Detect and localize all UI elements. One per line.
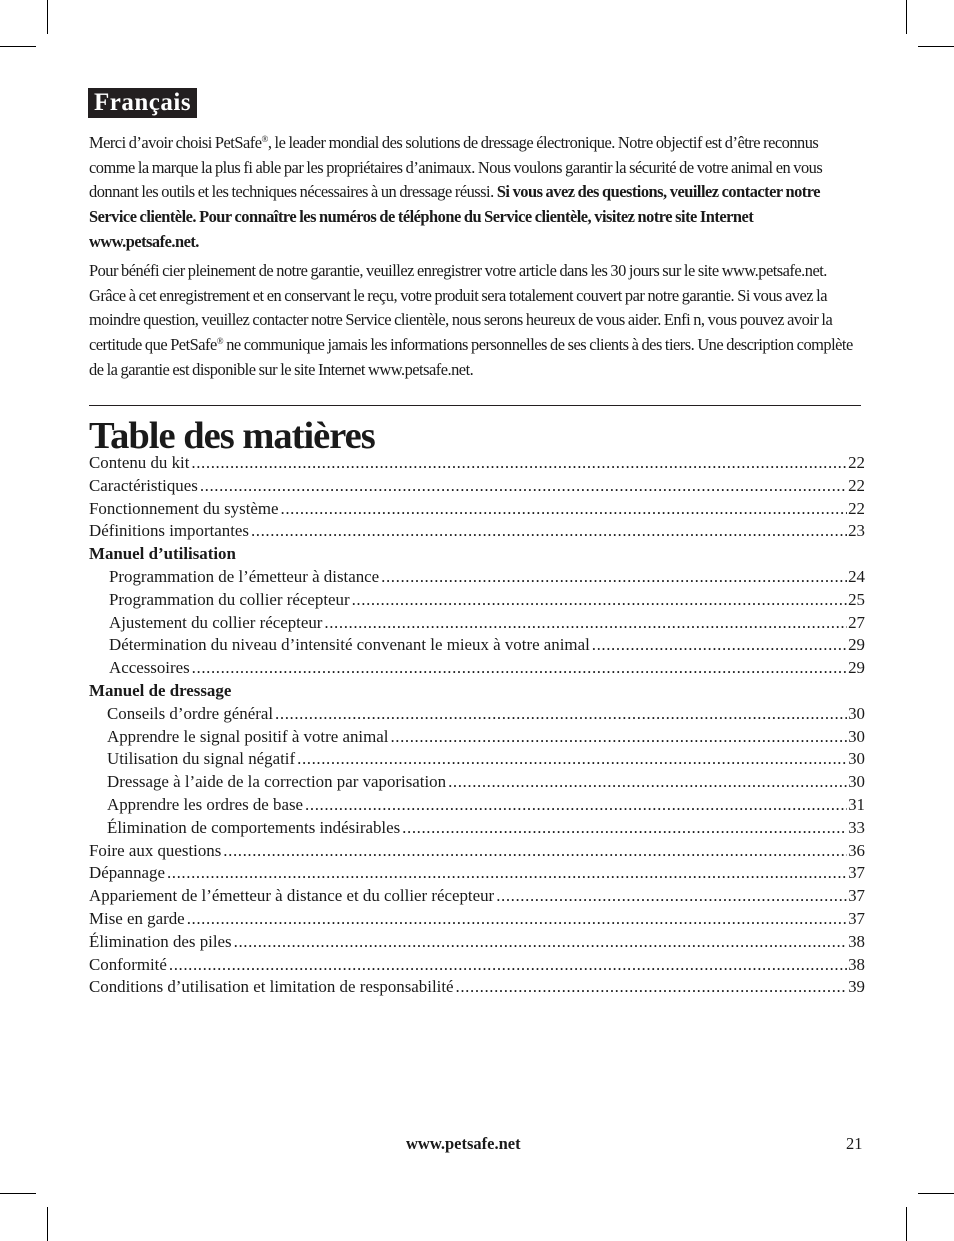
toc-entry-label: Apprendre les ordres de base xyxy=(107,794,304,814)
toc-leader xyxy=(297,748,847,771)
toc-entry-page: 39 xyxy=(848,977,865,997)
toc-entry[interactable] xyxy=(89,566,865,589)
toc-entry[interactable] xyxy=(89,908,865,931)
toc-entry-label: Détermination du niveau d’intensité convenant le mieux à votre animal xyxy=(109,635,590,655)
crop-mark xyxy=(47,1207,48,1241)
toc-entry[interactable] xyxy=(89,771,865,794)
intro-text: Merci d’avoir choisi PetSafe xyxy=(89,133,262,152)
toc-entry-label: Programmation du collier récepteur xyxy=(109,589,350,609)
toc-entry-label: Conditions d’utilisation et limitation de responsabilité xyxy=(89,977,454,997)
toc-entry[interactable] xyxy=(89,726,865,749)
crop-mark xyxy=(906,0,907,34)
toc-entry[interactable] xyxy=(89,498,865,521)
toc-leader xyxy=(191,452,847,475)
toc-entry-label: Définitions importantes xyxy=(89,521,249,541)
toc-entry[interactable] xyxy=(89,612,865,635)
registered-mark: ® xyxy=(216,336,224,347)
toc-entry-label: Mise en garde xyxy=(89,908,185,928)
toc-entry-page: 22 xyxy=(848,498,865,518)
toc-leader xyxy=(169,954,847,977)
toc-entry[interactable] xyxy=(89,954,865,977)
section-divider xyxy=(89,405,861,406)
toc-entry[interactable] xyxy=(89,931,865,954)
toc-entry-page: 38 xyxy=(848,931,865,951)
toc-leader xyxy=(281,498,848,521)
toc-entry[interactable] xyxy=(89,634,865,657)
intro-paragraph-1 xyxy=(89,131,864,255)
footer-page-number: 21 xyxy=(846,1134,863,1153)
toc-entry-page: 23 xyxy=(848,521,865,541)
toc-entry[interactable] xyxy=(89,885,865,908)
toc-leader xyxy=(251,520,847,543)
toc-entry-label: Conformité xyxy=(89,954,167,974)
toc-entry-page: 29 xyxy=(848,635,865,655)
toc-entry[interactable] xyxy=(89,520,865,543)
toc-entry-page: 30 xyxy=(848,749,865,769)
toc-leader xyxy=(402,817,847,840)
crop-mark xyxy=(0,1193,36,1194)
toc-leader xyxy=(167,862,847,885)
toc-entry-label: Caractéristiques xyxy=(89,475,198,495)
toc-entry-page: 22 xyxy=(848,453,865,472)
toc-entry[interactable] xyxy=(89,976,865,999)
toc-entry-page: 36 xyxy=(848,840,865,860)
toc-entry[interactable] xyxy=(89,748,865,771)
toc-leader xyxy=(187,908,847,931)
toc-entry-page: 37 xyxy=(848,908,865,928)
toc-entry-label: Fonctionnement du système xyxy=(89,498,279,518)
toc-leader xyxy=(305,794,847,817)
toc-entry-label: Accessoires xyxy=(109,658,190,678)
toc-entry[interactable] xyxy=(89,589,865,612)
warranty-text: ne communique jamais les informations personnelles de ses clients à des tiers. Une description complète de la garantie est disponible sur le site Internet www.petsafe.net. xyxy=(89,335,853,379)
toc-entry-page: 27 xyxy=(848,612,865,632)
intro-bold-text: Si vous avez des questions, veuillez contacter notre Service clientèle. Pour connaître les numéros de téléphone du Service clientèle, visitez notre site Internet www.petsafe.net. xyxy=(89,182,820,251)
toc-leader xyxy=(275,703,847,726)
toc-leader xyxy=(352,589,848,612)
crop-mark xyxy=(0,46,36,47)
toc-leader xyxy=(592,634,847,657)
crop-mark xyxy=(906,1207,907,1241)
toc-entry-label: Programmation de l’émetteur à distance xyxy=(109,566,380,586)
toc-leader xyxy=(234,931,847,954)
toc-entry-label: Conseils d’ordre général xyxy=(107,703,274,723)
toc-entry-label: Dépannage xyxy=(89,863,165,883)
toc-entry-page: 30 xyxy=(848,703,865,723)
toc-entry-label: Ajustement du collier récepteur xyxy=(109,612,323,632)
toc-section-label: Manuel d’utilisation xyxy=(89,544,236,564)
toc-entry-page: 33 xyxy=(848,817,865,837)
toc-entry[interactable] xyxy=(89,703,865,726)
toc-leader xyxy=(223,840,847,863)
toc-entry-label: Apprendre le signal positif à votre animal xyxy=(107,726,389,746)
toc-entry[interactable] xyxy=(89,475,865,498)
table-of-contents xyxy=(89,452,865,999)
toc-entry-label: Appariement de l’émetteur à distance et du collier récepteur xyxy=(89,886,495,906)
toc-entry-label: Élimination des piles xyxy=(89,931,232,951)
language-badge: Français xyxy=(88,88,197,118)
toc-entry-page: 25 xyxy=(848,589,865,609)
toc-leader xyxy=(324,612,847,635)
toc-entry-page: 24 xyxy=(848,566,865,586)
toc-entry[interactable] xyxy=(89,452,865,475)
registered-mark: ® xyxy=(261,134,268,144)
warranty-text: Pour bénéfi cier pleinement de notre garantie, veuillez enregistrer votre article dans les 30 jours sur le site www.petsafe.net. Grâce à cet enregistrement et en conservant le reçu, votre produit sera totalement couvert par notre garantie. Si vous avez la moindre question, veuillez contacter notre Service clientèle, nous serons heureux de vous aider. Enfi n, vous pouvez avoir la certitude que PetSafe xyxy=(89,261,833,355)
toc-entry-page: 31 xyxy=(848,794,865,814)
toc-entry-label: Dressage à l’aide de la correction par vaporisation xyxy=(107,772,447,792)
crop-mark xyxy=(918,46,954,47)
toc-section-heading xyxy=(89,543,865,566)
toc-entry-page: 37 xyxy=(848,886,865,906)
intro-text: , le leader mondial des solutions de dressage électronique. Notre objectif est d’être reconnus comme la marque la plus fi able par les propriétaires d’animaux. Nous voulons garantir la sécurité de votre animal en vous donnant les outils et les techniques nécessaires à un dressage réussi. xyxy=(89,133,823,202)
toc-section-heading xyxy=(89,680,865,703)
toc-entry-page: 22 xyxy=(848,475,865,495)
toc-entry-page: 38 xyxy=(848,954,865,974)
toc-entry[interactable] xyxy=(89,657,865,680)
footer-website-link[interactable]: www.petsafe.net xyxy=(406,1134,521,1153)
crop-mark xyxy=(918,1193,954,1194)
toc-entry[interactable] xyxy=(89,862,865,885)
toc-entry-label: Élimination de comportements indésirables xyxy=(107,817,401,837)
toc-leader xyxy=(381,566,847,589)
toc-entry-page: 37 xyxy=(848,863,865,883)
toc-entry[interactable] xyxy=(89,794,865,817)
toc-entry[interactable] xyxy=(89,817,865,840)
toc-leader xyxy=(448,771,847,794)
intro-paragraph-2 xyxy=(89,259,864,383)
toc-leader xyxy=(496,885,847,908)
toc-leader xyxy=(456,976,848,999)
toc-entry[interactable] xyxy=(89,840,865,863)
toc-leader xyxy=(390,726,847,749)
toc-leader xyxy=(200,475,847,498)
crop-mark xyxy=(47,0,48,34)
toc-title: Table des matières xyxy=(89,415,375,457)
toc-entry-label: Utilisation du signal négatif xyxy=(107,749,296,769)
toc-entry-label: Contenu du kit xyxy=(89,453,190,472)
toc-entry-label: Foire aux questions xyxy=(89,840,222,860)
toc-entry-page: 30 xyxy=(848,772,865,792)
toc-entry-page: 29 xyxy=(848,658,865,678)
toc-section-label: Manuel de dressage xyxy=(89,680,232,700)
toc-entry-page: 30 xyxy=(848,726,865,746)
toc-leader xyxy=(192,657,847,680)
